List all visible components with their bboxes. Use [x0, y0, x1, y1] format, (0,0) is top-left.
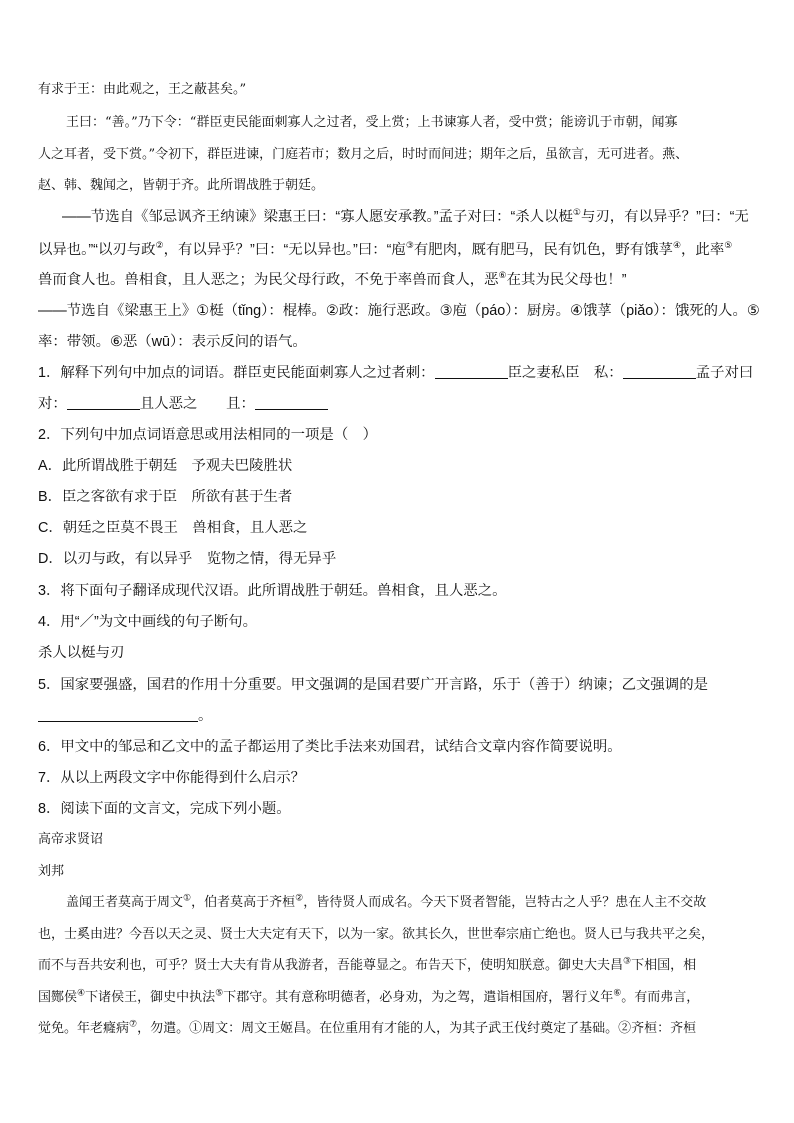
footnote-marker: ⑤: [724, 240, 733, 251]
question-2: 2．下列句中加点词语意思或用法相同的一项是（ ）: [38, 427, 377, 443]
passage-b-notes: ——节选自《梁惠王上》①梃（tǐng）：棍棒。②政：施行恶政。③庖（páo）：厨房。④饿莩（piǎo）：饿死的人。⑤: [38, 303, 760, 319]
passage-c-title: 高帝求贤诏: [38, 832, 104, 847]
text: ，皆待贤人而成名。今天下贤者智能，岂特古之人乎？患在人主不交故: [303, 895, 707, 910]
text: 下诸侯王，御史中执法: [85, 990, 216, 1005]
passage-c-line: [38, 988, 760, 1008]
text: 且人恶之 且：: [139, 396, 255, 412]
question-1: [38, 363, 760, 383]
passage-a-line: 王曰：“善。”乃下令：“群臣吏民能面刺寡人之过者，受上赏；上书谏寡人者，受中赏；能谤讥于市朝，闻寡: [66, 115, 678, 130]
text: 孟子对曰: [695, 365, 754, 381]
question-1-cont: [38, 394, 760, 414]
question-4: 4．用“／”为文中画线的句子断句。: [38, 614, 258, 630]
footnote-marker: ⑦: [129, 1019, 138, 1030]
option-a: A．此所谓战胜于朝廷 予观夫巴陵胜状: [38, 458, 293, 474]
text: 1．解释下列句中加点的词语。群臣吏民能面刺寡人之过者刺：: [38, 365, 435, 381]
text: 与刃，有以异乎？”曰：“无: [580, 209, 749, 225]
text: 对：: [38, 396, 67, 412]
question-3: 3．将下面句子翻译成现代汉语。此所谓战胜于朝廷。兽相食，且人恶之。: [38, 583, 507, 599]
text: 盖闻王者莫高于周文: [66, 895, 184, 910]
option-d: D．以刃与政，有以异乎 览物之情，得无异乎: [38, 551, 337, 567]
passage-c-author: 刘邦: [38, 864, 65, 879]
passage-b-line: [38, 270, 760, 290]
passage-b-notes: 率：带领。⑥恶（wū）：表示反问的语气。: [38, 334, 307, 350]
answer-blank[interactable]: [67, 395, 140, 410]
footnote-marker: ④: [672, 240, 682, 251]
text: ，有以异乎？”曰：“无以异也。”曰：“庖: [163, 242, 406, 258]
text: 臣之妻私臣 私：: [507, 365, 623, 381]
answer-blank[interactable]: [623, 364, 696, 379]
text: 国酂侯: [38, 990, 78, 1005]
passage-c-line: [66, 893, 788, 913]
option-b: B．臣之客欲有求于臣 所欲有甚于生者: [38, 489, 293, 505]
passage-a-line: 有求于王：由此观之，王之蔽甚矣。”: [38, 82, 247, 97]
footnote-marker: ②: [295, 893, 304, 904]
text: 有肥肉，厩有肥马，民有饥色，野有饿莩: [413, 242, 673, 258]
text: 以异也。”“以刃与政: [38, 242, 156, 258]
footnote-marker: ⑤: [215, 988, 224, 999]
passage-a-line: 人之耳者，受下赏。”令初下，群臣进谏，门庭若市；数月之后，时时而间进；期年之后，虽欲言，无可进者。燕、: [38, 147, 689, 162]
text: ，此率: [681, 242, 725, 258]
text: ，伯者莫高于齐桓: [191, 895, 296, 910]
footnote-marker: ②: [155, 240, 164, 251]
answer-blank[interactable]: [38, 707, 198, 722]
question-8: 8．阅读下面的文言文，完成下列小题。: [38, 801, 291, 817]
option-c: C．朝廷之臣莫不畏王 兽相食，且人恶之: [38, 520, 308, 536]
text: 下郡守。其有意称明德者，必身劝，为之驾，遣诣相国府，署行义年: [223, 990, 614, 1005]
passage-b-line: [38, 240, 760, 260]
passage-c-line: [38, 1019, 760, 1039]
text: 。有而弗言，: [621, 990, 700, 1005]
text: 兽而食人也。兽相食，且人恶之；为民父母行政，不免于率兽而食人，恶: [38, 272, 499, 288]
question-5: 5．国家要强盛，国君的作用十分重要。甲文强调的是国君要广开言路，乐于（善于）纳谏；乙文强调的是: [38, 677, 708, 693]
text: 在其为民父母也！”: [506, 272, 627, 288]
text: 觉免。年老癃病: [38, 1021, 130, 1036]
text: ——节选自《邹忌讽齐王纳谏》梁惠王曰：“寡人愿安承教。”孟子对曰：“杀人以梃: [62, 209, 573, 225]
question-4-sentence: 杀人以梃与刃: [38, 645, 125, 661]
text: ，勿遣。①周文：周文王姬昌。在位重用有才能的人，为其子武王伐纣奠定了基础。②齐桓：齐桓: [137, 1021, 697, 1036]
question-5-cont: [38, 706, 760, 726]
passage-c-line: [38, 956, 760, 976]
text: 下相国，相: [631, 958, 697, 973]
text: 而不与吾共安利也，可乎？贤士大夫有肯从我游者，吾能尊显之。布告天下，使明知朕意。御史大夫昌: [38, 958, 624, 973]
footnote-marker: ③: [623, 956, 632, 967]
passage-a-line: 赵、韩、魏闻之，皆朝于齐。此所谓战胜于朝廷。: [38, 178, 325, 193]
footnote-marker: ③: [405, 240, 414, 251]
footnote-marker: ⑥: [613, 988, 622, 999]
footnote-marker: ④: [77, 988, 86, 999]
question-7: 7．从以上两段文字中你能得到什么启示？: [38, 770, 306, 786]
footnote-marker: ①: [572, 207, 581, 218]
answer-blank[interactable]: [435, 364, 508, 379]
text: 。: [198, 708, 213, 724]
passage-b-line: [62, 207, 760, 227]
question-6: 6．甲文中的邹忌和乙文中的孟子都运用了类比手法来劝国君，试结合文章内容作简要说明。: [38, 739, 622, 755]
footnote-marker: ①: [183, 893, 192, 904]
footnote-marker: ⑥: [498, 270, 507, 281]
answer-blank[interactable]: [255, 395, 328, 410]
passage-c-line: 也，士奚由进？今吾以天之灵、贤士大夫定有天下，以为一家。欲其长久，世世奉宗庙亡绝也。贤人已与我共平之矣，: [38, 927, 715, 942]
